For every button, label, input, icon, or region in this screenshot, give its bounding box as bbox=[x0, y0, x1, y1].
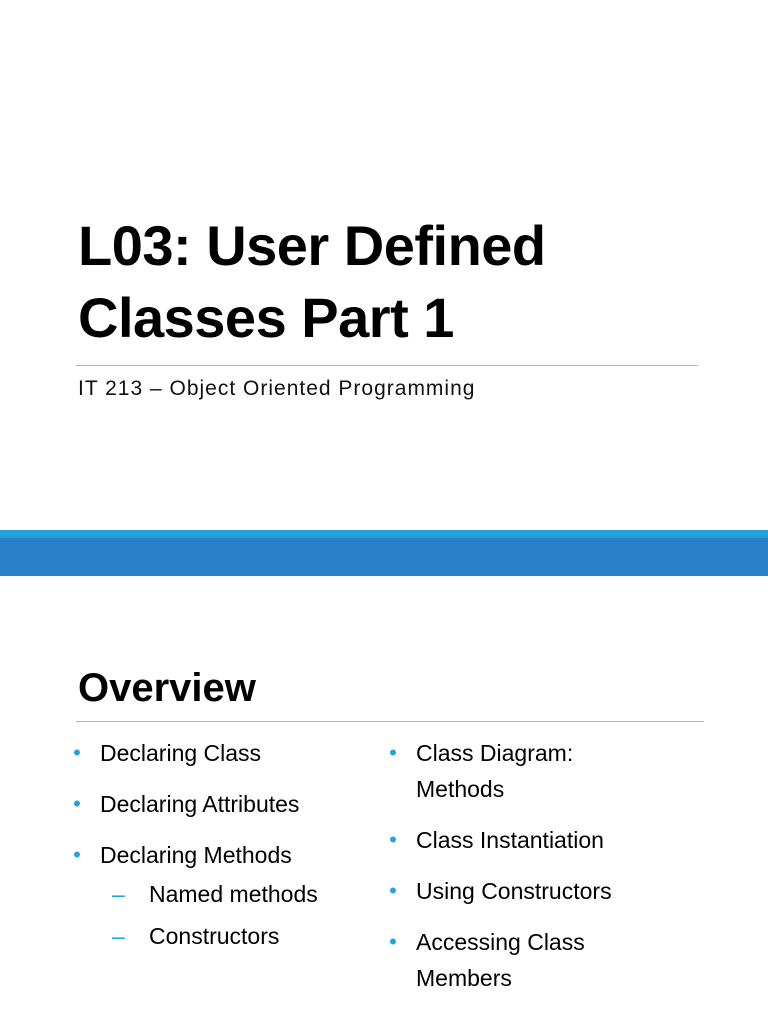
title-divider bbox=[76, 365, 698, 366]
bullet-label-line-2: Members bbox=[416, 965, 512, 991]
bullet-class-diagram-methods bbox=[386, 735, 686, 807]
bullet-dot-icon: • bbox=[389, 827, 397, 852]
slide-title bbox=[78, 210, 718, 354]
bullet-label: Declaring Class bbox=[100, 740, 262, 766]
bullet-label-line-1: Class Diagram: bbox=[416, 740, 574, 766]
overview-right-column bbox=[386, 735, 686, 1011]
bullet-label-line-1: Accessing Class bbox=[416, 929, 585, 955]
slide-separator-band bbox=[0, 530, 768, 576]
bullet-declaring-methods bbox=[70, 837, 370, 873]
sub-bullet-label: Named methods bbox=[149, 881, 318, 907]
bullet-label: Declaring Methods bbox=[100, 842, 292, 868]
bullet-dot-icon: • bbox=[73, 791, 81, 816]
slide-subtitle: IT 213 – Object Oriented Programming bbox=[78, 377, 476, 400]
sub-bullet-named-methods bbox=[70, 876, 370, 912]
bullet-declaring-attributes bbox=[70, 786, 370, 822]
bullet-dot-icon: • bbox=[73, 842, 81, 867]
bullet-accessing-class-members bbox=[386, 924, 686, 996]
bullet-label-line-1: Using Constructors bbox=[416, 878, 612, 904]
slide-title-line-2: Classes Part 1 bbox=[78, 286, 454, 349]
overview-left-column bbox=[70, 735, 370, 960]
slide-separator-accent bbox=[0, 530, 768, 538]
dash-icon: – bbox=[112, 881, 125, 907]
bullet-dot-icon: • bbox=[389, 929, 397, 954]
bullet-using-constructors bbox=[386, 873, 686, 909]
overview-divider bbox=[76, 721, 704, 722]
bullet-dot-icon: • bbox=[389, 740, 397, 765]
bullet-label: Declaring Attributes bbox=[100, 791, 300, 817]
bullet-label-line-2: Methods bbox=[416, 776, 505, 802]
overview-heading: Overview bbox=[78, 666, 256, 710]
sub-bullet-constructors bbox=[70, 918, 370, 954]
sub-bullet-label: Constructors bbox=[149, 923, 280, 949]
bullet-class-instantiation bbox=[386, 822, 686, 858]
bullet-label-line-1: Class Instantiation bbox=[416, 827, 604, 853]
bullet-dot-icon: • bbox=[73, 740, 81, 765]
dash-icon: – bbox=[112, 923, 125, 949]
slide-title-line-1: L03: User Defined bbox=[78, 214, 546, 277]
bullet-declaring-class bbox=[70, 735, 370, 771]
bullet-dot-icon: • bbox=[389, 878, 397, 903]
